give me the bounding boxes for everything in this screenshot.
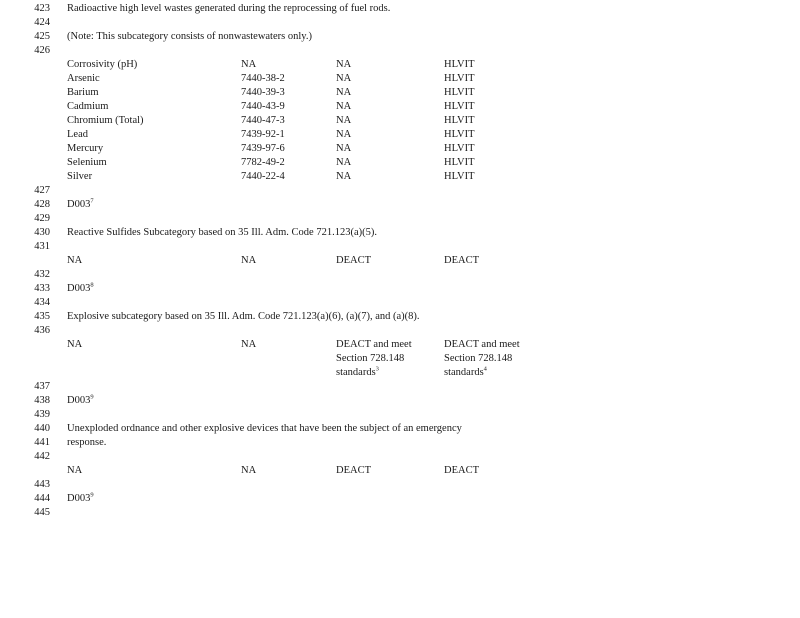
table-cell-ww: NA [336, 87, 352, 98]
cell-line: DEACT and meet [336, 339, 412, 350]
line-number: 430 [34, 227, 50, 238]
row-cell: NA [241, 255, 257, 266]
line-number: 433 [34, 283, 50, 294]
line-number: 441 [34, 437, 50, 448]
line-number: 442 [34, 451, 50, 462]
table-cell-cas: 7440-22-4 [241, 171, 285, 182]
line-number: 436 [34, 325, 50, 336]
footnote-marker: 4 [483, 365, 487, 373]
row-cell: DEACT [336, 255, 371, 266]
table-cell-nww: HLVIT [444, 115, 475, 126]
table-cell-ww: NA [336, 59, 352, 70]
table-cell-name: Chromium (Total) [67, 115, 144, 126]
row-cell-multiline [444, 338, 520, 380]
table-cell-cas: 7439-97-6 [241, 143, 285, 154]
waste-code [67, 283, 94, 294]
row-cell: DEACT [336, 465, 371, 476]
line-number: 432 [34, 269, 50, 280]
cell-line: Section 728.148 [444, 353, 513, 364]
footnote-marker: 9 [90, 491, 94, 499]
table-cell-nww: HLVIT [444, 101, 475, 112]
table-cell-nww: HLVIT [444, 157, 475, 168]
waste-code [67, 199, 94, 210]
row-cell: NA [241, 465, 257, 476]
line-number: 425 [34, 31, 50, 42]
line-number: 431 [34, 241, 50, 252]
row-cell: NA [67, 339, 83, 350]
line-number: 434 [34, 297, 50, 308]
footnote-marker: 8 [90, 281, 94, 289]
table-cell-ww: NA [336, 115, 352, 126]
table-cell-name: Mercury [67, 143, 104, 154]
table-cell-name: Barium [67, 87, 99, 98]
line-number: 427 [34, 185, 50, 196]
paragraph-explosive: Explosive subcategory based on 35 Ill. Adm. Code 721.123(a)(6), (a)(7), and (a)(8). [67, 311, 420, 322]
cell-line: DEACT and meet [444, 339, 520, 350]
table-cell-ww: NA [336, 73, 352, 84]
table-cell-name: Arsenic [67, 73, 100, 84]
line-number: 437 [34, 381, 50, 392]
table-cell-cas: 7440-39-3 [241, 87, 285, 98]
row-cell: DEACT [444, 465, 479, 476]
cell-line: standards [336, 367, 376, 378]
row-cell: NA [241, 339, 257, 350]
waste-code-text: D003 [67, 199, 91, 210]
waste-code-text: D003 [67, 493, 91, 504]
table-cell-nww: HLVIT [444, 73, 475, 84]
cell-line: standards [444, 367, 484, 378]
line-number: 426 [34, 45, 50, 56]
cell-line-with-sup [336, 366, 412, 380]
line-number: 438 [34, 395, 50, 406]
table-cell-name: Corrosivity (pH) [67, 59, 138, 70]
table-cell-name: Lead [67, 129, 88, 140]
footnote-marker: 7 [90, 197, 94, 205]
line-number: 444 [34, 493, 50, 504]
table-cell-nww: HLVIT [444, 59, 475, 70]
waste-code [67, 493, 94, 504]
table-cell-nww: HLVIT [444, 129, 475, 140]
line-number: 435 [34, 311, 50, 322]
table-cell-name: Cadmium [67, 101, 109, 112]
table-cell-ww: NA [336, 101, 352, 112]
table-cell-cas: 7440-43-9 [241, 101, 285, 112]
line-number: 423 [34, 3, 50, 14]
table-cell-nww: HLVIT [444, 143, 475, 154]
line-number: 445 [34, 507, 50, 518]
cell-line: Section 728.148 [336, 353, 405, 364]
line-number: 424 [34, 17, 50, 28]
line-number: 428 [34, 199, 50, 210]
paragraph-unexploded: Unexploded ordnance and other explosive devices that have been the subject of an emergency [67, 423, 462, 434]
table-cell-name: Selenium [67, 157, 107, 168]
row-cell: NA [67, 255, 83, 266]
cell-line-with-sup [444, 366, 520, 380]
table-cell-cas: 7440-38-2 [241, 73, 285, 84]
waste-code-text: D003 [67, 283, 91, 294]
table-cell-cas: NA [241, 59, 257, 70]
line-number: 440 [34, 423, 50, 434]
footnote-marker: 9 [90, 393, 94, 401]
table-cell-cas: 7439-92-1 [241, 129, 285, 140]
line-number: 439 [34, 409, 50, 420]
row-cell: DEACT [444, 255, 479, 266]
paragraph-radioactive: Radioactive high level wastes generated during the reprocessing of fuel rods. [67, 3, 391, 14]
footnote-marker: 3 [375, 365, 379, 373]
note-text: (Note: This subcategory consists of nonwastewaters only.) [67, 31, 312, 42]
paragraph-sulfides: Reactive Sulfides Subcategory based on 35 Ill. Adm. Code 721.123(a)(5). [67, 227, 377, 238]
table-cell-nww: HLVIT [444, 171, 475, 182]
table-cell-ww: NA [336, 143, 352, 154]
table-cell-ww: NA [336, 129, 352, 140]
line-number: 443 [34, 479, 50, 490]
paragraph-unexploded-cont: response. [67, 437, 107, 448]
waste-code-text: D003 [67, 395, 91, 406]
table-cell-ww: NA [336, 171, 352, 182]
table-cell-name: Silver [67, 171, 93, 182]
table-cell-cas: 7440-47-3 [241, 115, 285, 126]
row-cell: NA [67, 465, 83, 476]
table-cell-nww: HLVIT [444, 87, 475, 98]
waste-code [67, 395, 94, 406]
line-number: 429 [34, 213, 50, 224]
table-cell-cas: 7782-49-2 [241, 157, 285, 168]
row-cell-multiline [336, 338, 412, 380]
table-cell-ww: NA [336, 157, 352, 168]
